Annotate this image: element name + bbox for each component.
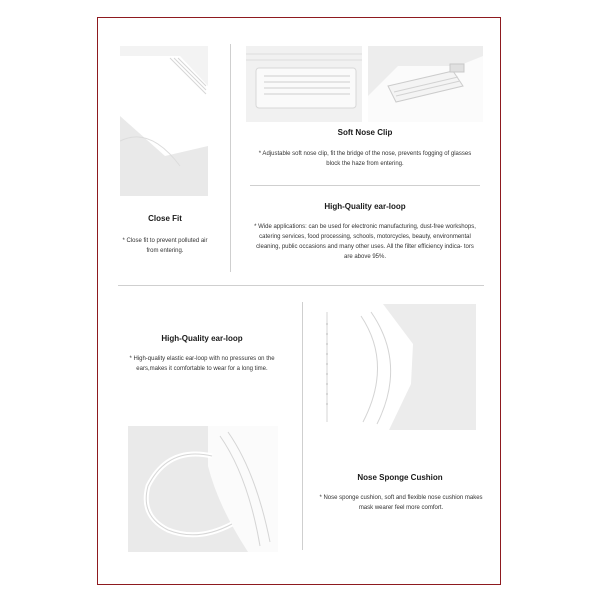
close-fit-description: * Close fit to prevent polluted air from entering. [122, 238, 208, 254]
middle-divider [118, 285, 484, 286]
mask-side-photo [321, 304, 476, 430]
soft-nose-clip-title: Soft Nose Clip [337, 128, 393, 137]
ear-loop-image [128, 426, 278, 552]
nose-clip-image-1 [246, 46, 362, 122]
nose-sponge-description: * Nose sponge cushion, soft and flexible nose cushion makes mask wearer feel more comfort. [319, 495, 483, 511]
nose-clip-photo-2 [368, 46, 483, 122]
ear-loop-bottom-description: * High-quality elastic ear-loop with no pressures on the ears,makes it comfortable to wear for a long time. [129, 356, 275, 372]
top-right-divider [250, 185, 480, 186]
close-fit-image [120, 46, 208, 196]
nose-clip-image-2 [368, 46, 483, 122]
ear-loop-top-title: High-Quality ear-loop [324, 202, 406, 211]
close-fit-photo [120, 46, 208, 196]
mask-side-image [321, 304, 476, 430]
nose-clip-photo-1 [246, 46, 362, 122]
close-fit-title: Close Fit [148, 214, 182, 223]
ear-loop-bottom-title: High-Quality ear-loop [161, 334, 243, 343]
top-vertical-divider [230, 44, 231, 272]
soft-nose-clip-description: * Adjustable soft nose clip, fit the bridge of the nose, prevents fogging of glasses block the haze from entering. [258, 151, 472, 167]
ear-loop-top-description: * Wide applications: can be used for electronic manufacturing, dust-free workshops, catering services, food processing, schools, motorcycles, beauty, environmental cleaning, public occasions and many other uses. All the filter efficiency indica- tors are above 95%. [254, 224, 476, 260]
bottom-vertical-divider [302, 302, 303, 550]
ear-loop-photo [128, 426, 278, 552]
nose-sponge-title: Nose Sponge Cushion [357, 473, 443, 482]
